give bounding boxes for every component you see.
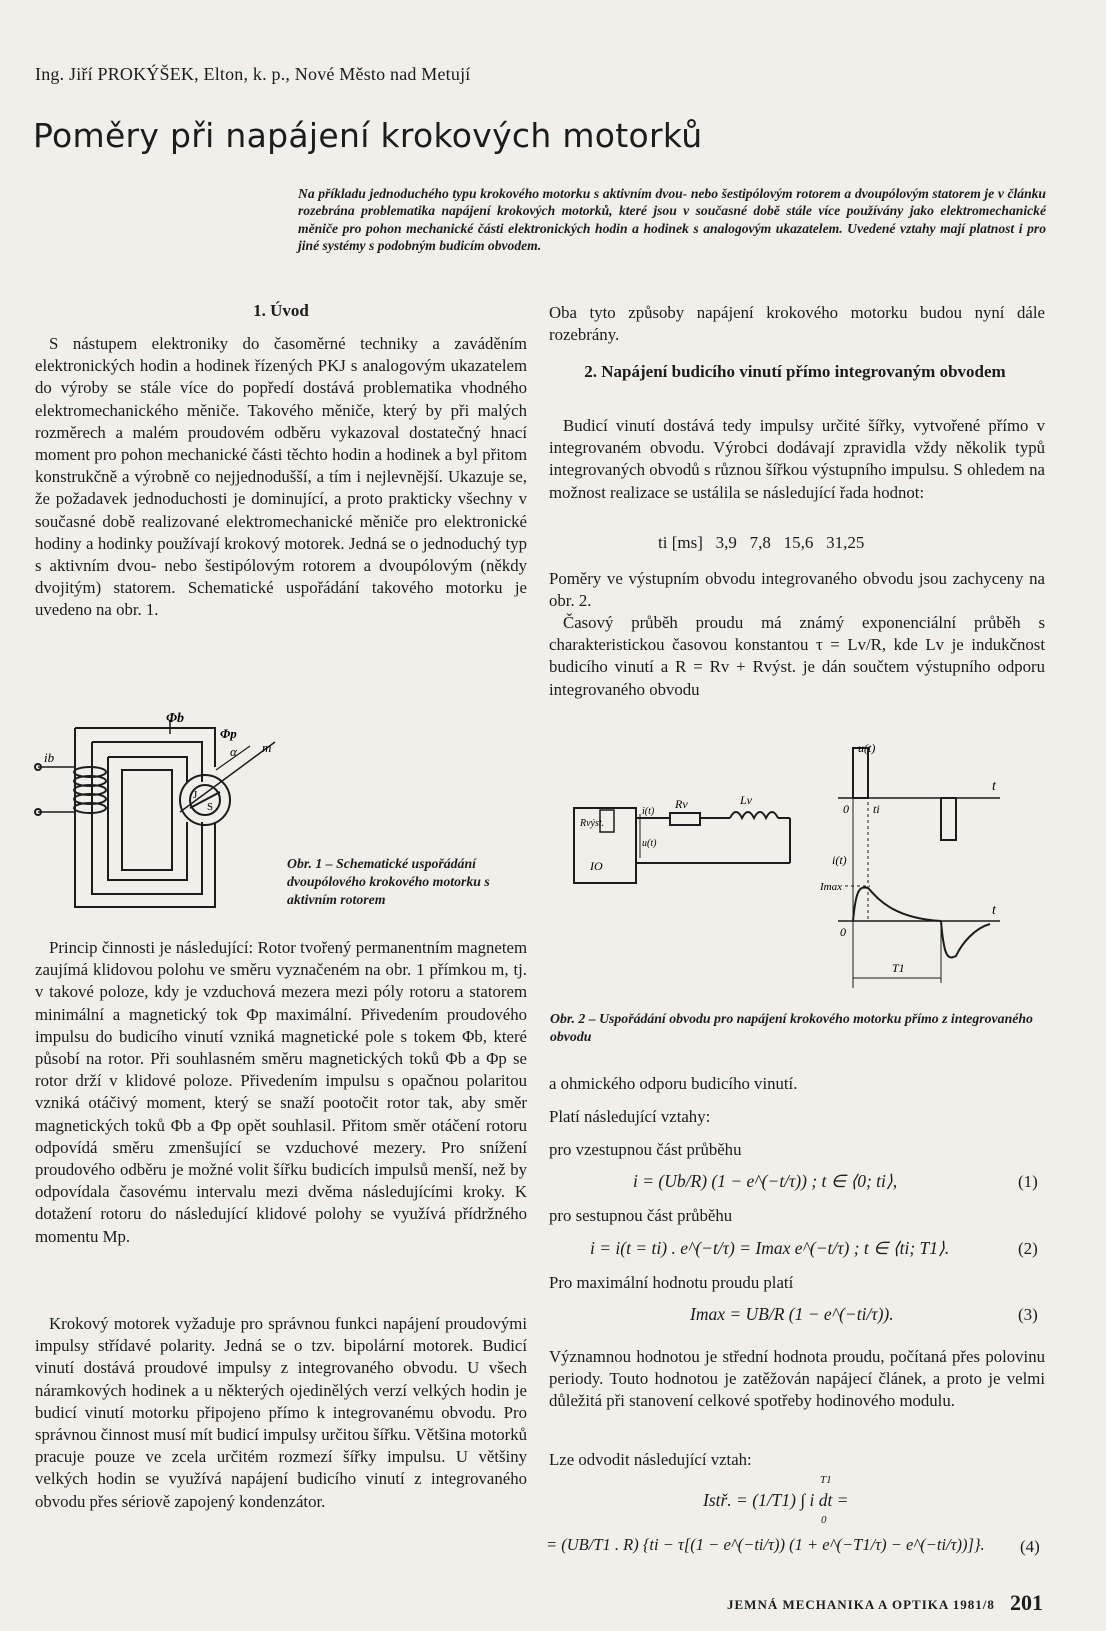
equation-2: i = i(t = ti) . e^(−t/τ) = Imax e^(−t/τ) ; t ∈ ⟨ti; T1⟩. — [590, 1238, 950, 1258]
equation-1: i = (Ub/R) (1 − e^(−t/τ)) ; t ∈ ⟨0; ti⟩, — [633, 1171, 898, 1191]
equation-2-number: (2) — [1018, 1239, 1038, 1258]
fig1-label-phib: Φb — [166, 712, 185, 726]
fig2-label-imax: Imax — [820, 881, 842, 893]
fig1-label-phip: Φp — [220, 726, 237, 741]
fig1-label-ib: ib — [44, 750, 55, 765]
rising-part-label: pro vzestupnou část průběhu — [549, 1140, 742, 1159]
ohmic-paragraph: a ohmického odporu budicího vinutí. — [549, 1074, 798, 1093]
equation-1-number: (1) — [1018, 1172, 1038, 1191]
fig2-label-t1: t — [992, 779, 996, 794]
fig1-label-m: m — [262, 740, 272, 755]
intro-right-paragraph: Oba tyto způsoby napájení krokového motorku budou nyní dále rozebrány. — [549, 303, 1045, 345]
fig2-label-ut: u(t) — [858, 741, 876, 755]
equation-4-number: (4) — [1020, 1537, 1040, 1556]
fig1-label-s: S — [207, 801, 214, 813]
equation-4-right: = (UB/T1 . R) {ti − τ[(1 − e^(−ti/τ)) (1 + e^(−T1/τ) − e^(−ti/τ))]}. — [546, 1535, 985, 1554]
stator-top — [75, 728, 215, 767]
equation-4-left: Istř. = (1/T1) ∫ i dt = — [703, 1490, 849, 1510]
fig2-label-t2: t — [992, 903, 996, 918]
fig2-label-ti: ti — [873, 802, 880, 816]
intro-paragraph: S nástupem elektroniky do časoměrné techniky a zaváděním elektronických hodin a hodinek řízených PKJ s analogovým ukazatelem do výroby se stále více do popředí dostává problematika vhodného elektromechanického měniče. Takového měniče, který by při malých rozměrech a malém proudovém odběru vykazoval dostatečný hnací moment pro pohon mechanické části těchto hodin a hodinek a byl přitom konstrukčně a výrobně co nejjednodušší, a tím i nejlevnější. Ukazuje se, že požadavek jednoduchosti je dominující, a proto prakticky všechny v současné době realizované elektromechanické měniče pro elektronické hodiny a hodinky používají krokový motorek. Jedná se o jednoduchý typ s aktivním dvou- nebo šestipólovým rotorem a dvoupólovým (někdy dvojitým) statorem. Schematické uspořádání takového motorku je uvedeno na obr. 1. — [35, 334, 527, 620]
figure-2-circuit-diagram — [560, 738, 1050, 998]
abstract: Na příkladu jednoduchého typu krokového motorku s aktivním dvou- nebo šestipólovým rotorem a dvoupólovým statorem je v článku rozebrána problematika napájení krokových motorků, které jsou v současné době stále více používány jako elektromechanické měniče pro pohon mechanické části elektronických hodin a hodinek s analogovým ukazatelem. Uvedené vztahy mají platnost i pro jiné systémy s podobným budicím obvodem. — [298, 186, 1046, 254]
falling-part-label: pro sestupnou část průběhu — [549, 1206, 733, 1225]
fig2-label-u-t: u(t) — [642, 838, 657, 849]
fig2-label-io: IO — [590, 859, 603, 873]
ratios-paragraph: Poměry ve výstupním obvodu integrovaného obvodu jsou zachyceny na obr. 2. — [549, 569, 1045, 611]
fig2-label-zero1: 0 — [843, 802, 849, 816]
mean-value-paragraph: Významnou hodnotou je střední hodnota proudu, počítaná přes polovinu periody. Touto hodnotou je zatěžován napájecí článek, a proto je velmi důležitá při stanovení celkové spotřeby hodinového modulu. — [549, 1347, 1045, 1411]
article-title: Poměry při napájení krokových motorků — [33, 116, 703, 155]
stepper-paragraph: Krokový motorek vyžaduje pro správnou funkci napájení proudovými impulsy střídavé polarity. Jedná se o tzv. bipolární motorek. Budicí vinutí dostává proudové impulsy z integrovaného obvodu. U všech náramkových hodinek a u některých ojedinělých verzí velkých hodin je budicí vinutí motorku připojeno přímo k integrovanému obvodu. Pro správnou činnost musí mít budicí impulsy určitou šířku. Většina motorků pracuje pouze ve zcela určitém rozmezí šířky impulsu. U většiny velkých hodin se využívá napájení budicího vinutí z integrovaného obvodu přes sériově zapojený kondenzátor. — [35, 1314, 527, 1511]
equation-3-number: (3) — [1018, 1305, 1038, 1324]
pulse-paragraph: Budicí vinutí dostává tedy impulsy určité šířky, vytvořené přímo v integrovaném obvodu. Výrobci dodávají zpravidla vždy několik typů integrovaných obvodů s různou šířkou výstupního impulsu. S ohledem na možnost realizace se ustálila se následující řada hodnot: — [549, 416, 1045, 502]
integral-upper-limit: T1 — [820, 1474, 832, 1486]
integral-lower-limit: 0 — [821, 1514, 827, 1526]
time-course-paragraph: Časový průběh proudu má známý exponenciální průběh s charakteristickou časovou konstantou τ = Lv/R, kde Lv je indukčnost budicího vinutí a R = Rv + Rvýst. je dán součtem výstupního odporu integrovaného obvodu — [549, 613, 1045, 699]
max-current-label: Pro maximální hodnotu proudu platí — [549, 1273, 794, 1292]
fig2-label-lv: Lv — [740, 793, 752, 807]
section-2-heading: 2. Napájení budicího vinutí přímo integrovaným obvodem — [584, 362, 1006, 381]
page-number: 201 — [1010, 1590, 1043, 1615]
fig1-label-alpha: α — [230, 744, 237, 759]
pulse-width-series: ti [ms] 3,9 7,8 15,6 31,25 — [658, 533, 865, 552]
fig2-label-zero2: 0 — [840, 925, 846, 939]
section-1-heading: 1. Úvod — [253, 301, 309, 320]
figure-1-caption: Obr. 1 – Schematické uspořádání dvoupólového krokového motorku s aktivním rotorem — [287, 856, 490, 907]
fig2-label-T1: T1 — [892, 961, 905, 975]
journal-footer: JEMNÁ MECHANIKA A OPTIKA 1981/8 — [727, 1597, 995, 1612]
fig2-label-i-t: i(t) — [642, 806, 655, 817]
fig2-label-rv: Rv — [675, 797, 688, 811]
equation-3: Imax = UB/R (1 − e^(−ti/τ)). — [690, 1304, 894, 1324]
fig2-label-it: i(t) — [832, 853, 847, 867]
figure-1-motor-diagram — [30, 712, 300, 912]
relations-intro: Platí následující vztahy: — [549, 1107, 711, 1126]
author-line: Ing. Jiří PROKÝŠEK, Elton, k. p., Nové Město nad Metují — [35, 64, 471, 84]
derive-label: Lze odvodit následující vztah: — [549, 1450, 752, 1469]
fig2-label-rvyst: Rvýst. — [580, 818, 605, 829]
principle-paragraph: Princip činnosti je následující: Rotor tvořený permanentním magnetem zaujímá klidovou polohu ve směru vyznačeném na obr. 1 přímkou m, tj. v takové poloze, kdy je vzduchová mezera mezi póly rotoru a statorem minimální a magnetický tok Φp maximální. Přivedením proudového impulsu do budicího vinutí vzniká magnetické pole s tokem Φb, které působí na rotor. Při souhlasném směru magnetických toků Φb a Φp se rotor drží v klidové poloze. Přivedením impulsu s opačnou polaritou vzniká otáčivý moment, který se snaží pootočit rotor tak, aby směr magnetických toků Φb a Φp opět souhlasil. Přitom směr otáčení rotoru odpovídá směru zmenšující se vzduchové mezery. Pro snížení proudového odběru je možné volit šířku budicích impulsů menší, než by odpovídala časovému intervalu mezi dvěma následujícími kroky. K dotažení rotoru do následující klidové polohy se využívá přídržného momentu Mp. — [35, 938, 527, 1246]
figure-2-caption: Obr. 2 – Uspořádání obvodu pro napájení krokového motorku přímo z integrovaného obvodu — [550, 1011, 1033, 1044]
fig1-label-j: J — [193, 789, 198, 801]
